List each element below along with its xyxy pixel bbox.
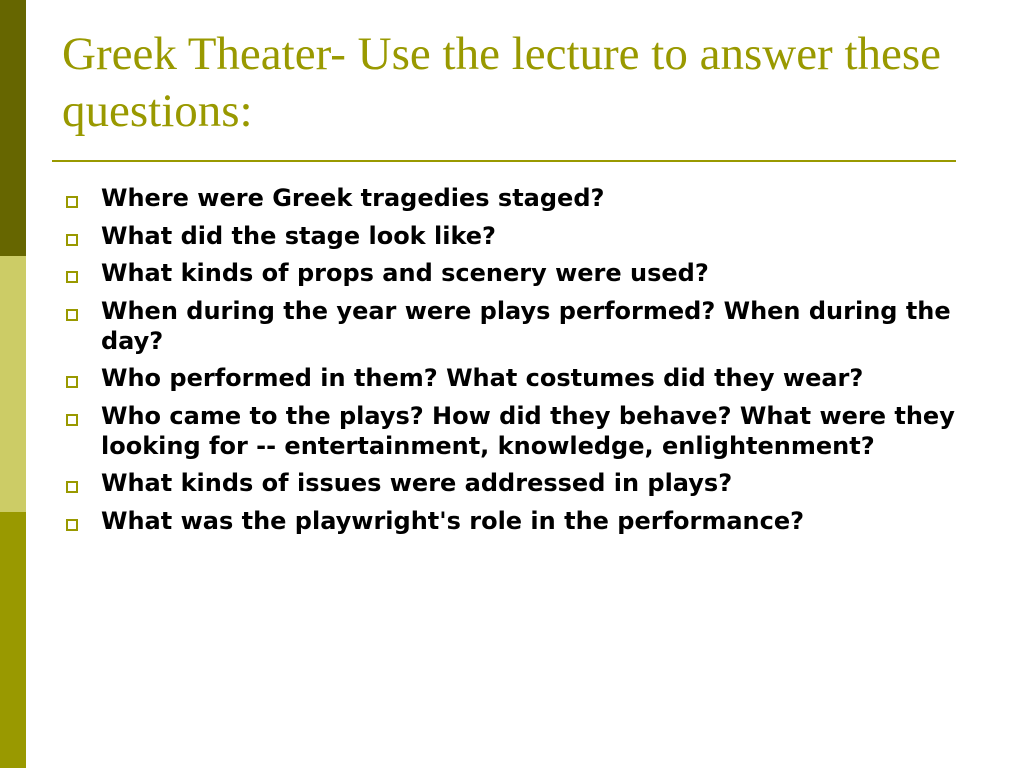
bullet-item <box>60 221 960 251</box>
bullet-text: Who came to the plays? How did they behave? What were they looking for -- entertainment, knowledge, enlightenment? <box>101 401 955 460</box>
hollow-square-icon <box>66 271 78 283</box>
hollow-square-icon <box>66 234 78 246</box>
bullet-text: Where were Greek tragedies staged? <box>101 184 605 212</box>
slide-title: Greek Theater- Use the lecture to answer these questions: <box>62 28 942 137</box>
bullet-text: What kinds of issues were addressed in plays? <box>101 469 733 497</box>
bullet-text: What was the playwright's role in the performance? <box>101 506 805 535</box>
bullet-item <box>60 401 960 461</box>
bullet-list <box>60 183 960 543</box>
bullet-item <box>60 296 960 356</box>
hollow-square-icon <box>66 481 78 493</box>
bullet-item <box>60 183 960 213</box>
hollow-square-icon <box>66 309 78 321</box>
hollow-square-icon <box>66 376 78 388</box>
hollow-square-icon <box>66 196 78 208</box>
sidebar-stripe-bottom <box>0 512 26 768</box>
title-divider <box>52 160 956 162</box>
bullet-text: Who performed in them? What costumes did they wear? <box>101 364 864 392</box>
bullet-item <box>60 506 960 536</box>
bullet-text: What kinds of props and scenery were used? <box>101 259 709 287</box>
hollow-square-icon <box>66 519 78 531</box>
bullet-item <box>60 363 960 393</box>
bullet-text: What did the stage look like? <box>101 221 496 250</box>
hollow-square-icon <box>66 414 78 426</box>
bullet-item <box>60 468 960 498</box>
sidebar-stripe-top <box>0 0 26 256</box>
bullet-text: When during the year were plays performed? When during the day? <box>101 296 951 355</box>
bullet-item <box>60 258 960 288</box>
sidebar-stripe-middle <box>0 256 26 512</box>
